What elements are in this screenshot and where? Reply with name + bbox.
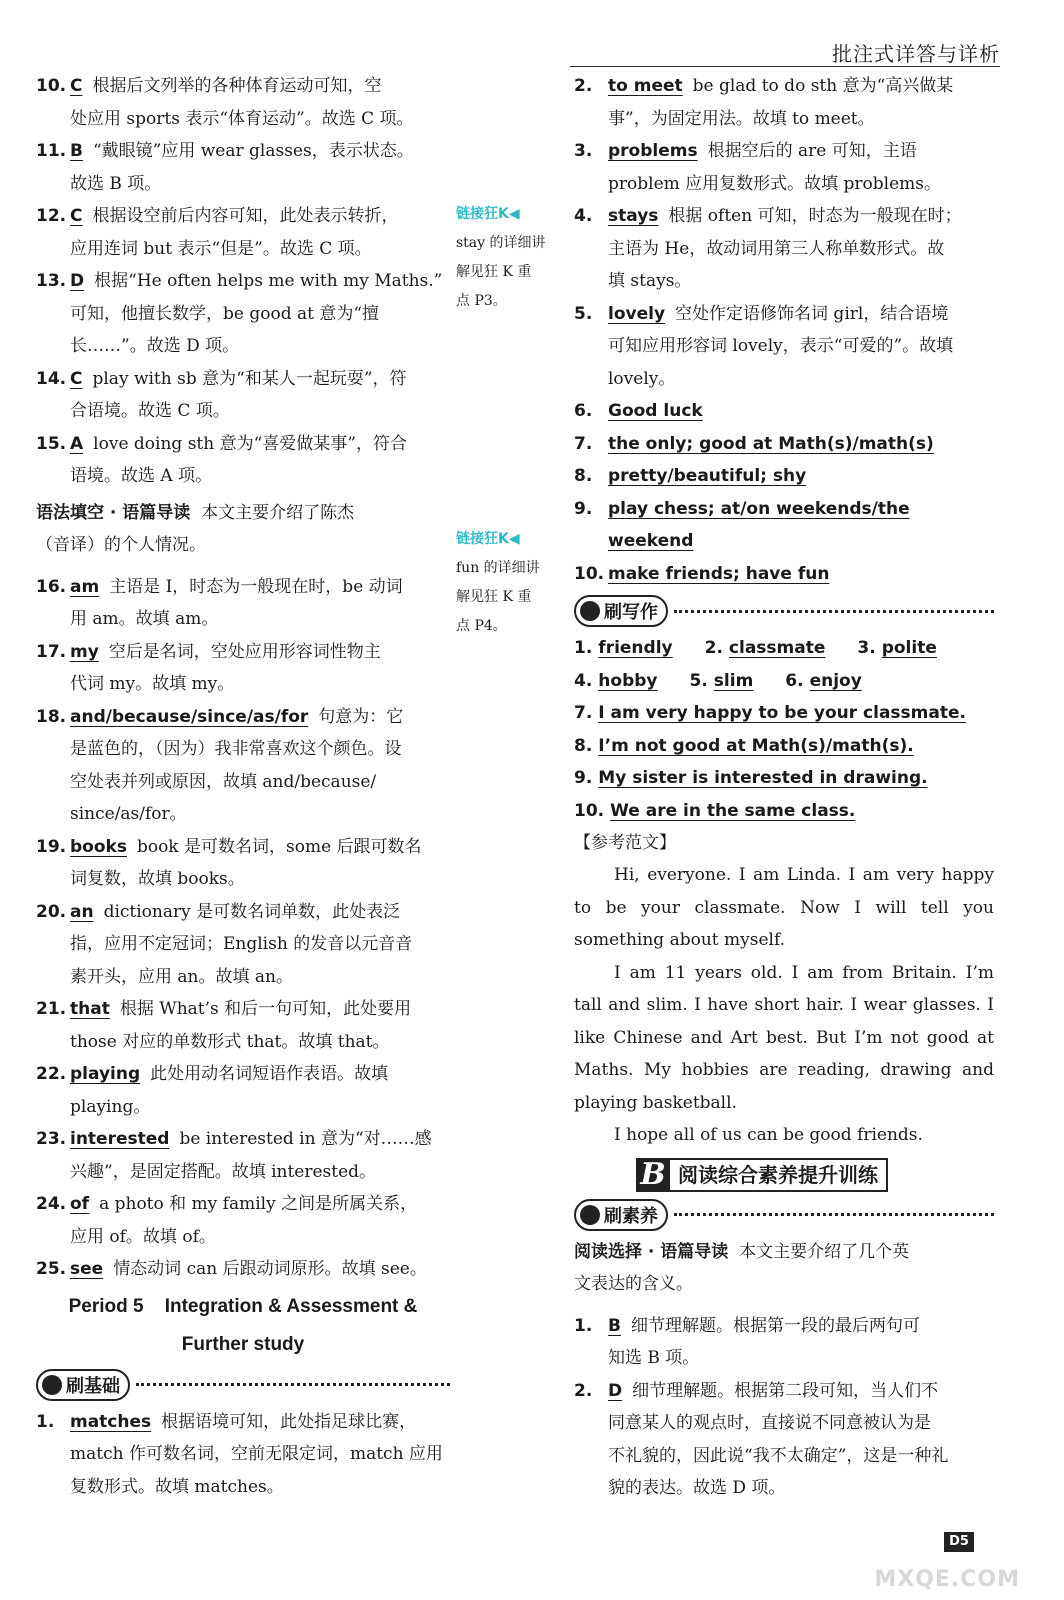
answer-number: 10. bbox=[36, 76, 67, 96]
explanation-line: 句意为：它 bbox=[318, 706, 404, 727]
side-note-line: stay 的详细讲 bbox=[456, 235, 546, 251]
explanation-line: 空后是名词，空处应用形容词性物主 bbox=[108, 641, 381, 662]
answer-key: C bbox=[70, 368, 83, 389]
link-label[interactable]: 链接狂K◀ bbox=[456, 206, 520, 222]
explanation-line: “戴眼镜”应用 wear glasses，表示状态。 bbox=[92, 141, 414, 161]
watermark: MXQE.COM bbox=[874, 1567, 1020, 1592]
model-essay bbox=[574, 859, 994, 1152]
explanation-line: 细节理解题。根据第二段可知，当人们不 bbox=[632, 1380, 939, 1401]
explanation-line: 根据语境可知，此处指足球比赛， bbox=[161, 1411, 417, 1432]
answer-item bbox=[36, 428, 450, 493]
answer-number: 4. bbox=[574, 670, 593, 691]
answer-item bbox=[36, 200, 450, 265]
answer-number: 8. bbox=[574, 735, 593, 756]
answer-key: B bbox=[70, 141, 83, 161]
answer-number: 18. bbox=[36, 706, 67, 727]
answer-number: 3. bbox=[574, 141, 593, 161]
explanation-line: 应用连词 but 表示“但是”。故选 C 项。 bbox=[70, 238, 372, 259]
answer-item bbox=[574, 428, 994, 461]
explanation-line: problem 应用复数形式。故填 problems。 bbox=[608, 173, 942, 194]
essay-paragraph: I am 11 years old. I am from Britain. I’m tall and slim. I have short hair. I wear glasses. I like Chinese and Art best. But I’m not good at Maths. My hobbies are reading, drawing and playing basketball. bbox=[574, 962, 994, 1113]
answer-item bbox=[36, 1123, 450, 1188]
model-essay-label: 【参考范文】 bbox=[574, 833, 676, 853]
dotted-divider bbox=[136, 1383, 450, 1386]
answer-item bbox=[36, 831, 450, 896]
grammar-guide-text2: （音译）的个人情况。 bbox=[36, 534, 206, 555]
answer-item bbox=[574, 460, 994, 493]
answer-key: classmate bbox=[728, 638, 826, 658]
answer-number: 15. bbox=[36, 433, 67, 454]
reading-guide-text2: 文表达的含义。 bbox=[574, 1273, 693, 1294]
answer-number: 2. bbox=[574, 76, 593, 96]
section-tag-basic bbox=[36, 1368, 450, 1402]
answer-number: 6. bbox=[574, 401, 593, 421]
essay-paragraph: I hope all of us can be good friends. bbox=[614, 1125, 923, 1145]
answer-number: 20. bbox=[36, 901, 67, 922]
answer-number: 24. bbox=[36, 1194, 67, 1214]
answer-item bbox=[574, 558, 994, 591]
answer-number: 25. bbox=[36, 1259, 67, 1279]
answer-item bbox=[574, 1310, 994, 1375]
section-tag-writing bbox=[574, 594, 994, 628]
answer-item bbox=[574, 200, 994, 298]
explanation-line: love doing sth 意为“喜爱做某事”，符合 bbox=[93, 433, 407, 454]
explanation-line: 空处作定语修饰名词 girl，结合语境 bbox=[675, 303, 949, 324]
answer-number: 5. bbox=[574, 303, 593, 324]
answer-number: 14. bbox=[36, 368, 67, 389]
explanation-line: 语境。故选 A 项。 bbox=[70, 466, 213, 486]
dotted-divider bbox=[674, 610, 994, 613]
answer-key: problems bbox=[608, 141, 698, 161]
answer-item bbox=[36, 1188, 450, 1253]
answer-item bbox=[574, 493, 994, 558]
answer-key: to meet bbox=[608, 76, 683, 96]
writing-sentence-answers bbox=[574, 697, 994, 827]
explanation-line: 根据 What’s 和后一句可知，此处要用 bbox=[119, 999, 412, 1019]
page-number: D5 bbox=[944, 1532, 974, 1552]
answer-key: D bbox=[70, 271, 85, 291]
answer-number: 1. bbox=[574, 638, 593, 658]
explanation-line: playing。 bbox=[70, 1096, 151, 1117]
answer-number: 9. bbox=[574, 498, 593, 519]
tag-basic-label: 刷基础 bbox=[66, 1375, 120, 1397]
answer-item bbox=[574, 395, 994, 428]
explanation-line: match 作可数名词，空前无限定词，match 应用 bbox=[70, 1444, 443, 1464]
answer-item bbox=[36, 363, 450, 428]
grammar-guide-text1: 本文主要介绍了陈杰 bbox=[201, 502, 355, 523]
explanation-line: dictionary 是可数名词单数，此处表泛 bbox=[103, 901, 401, 922]
side-note-line: 解见狂 K 重 bbox=[456, 264, 532, 280]
answer-number: 7. bbox=[574, 433, 593, 454]
explanation-line: 是蓝色的，（因为）我非常喜欢这个颜色。设 bbox=[70, 739, 402, 759]
essay-paragraph: Hi, everyone. I am Linda. I am very happy to be your classmate. Now I will tell you something about myself. bbox=[574, 865, 994, 950]
grammar-guide bbox=[36, 497, 450, 561]
explanation-line: 主语是 I，时态为一般现在时，be 动词 bbox=[109, 576, 403, 597]
answer-list-left-b bbox=[36, 571, 450, 1286]
answer-key: matches bbox=[70, 1411, 152, 1432]
answer-key: slim bbox=[713, 670, 754, 691]
banner-title: 阅读综合素养提升训练 bbox=[670, 1158, 888, 1192]
answer-item bbox=[36, 1253, 450, 1286]
answer-key: stays bbox=[608, 206, 659, 226]
answer-key: and/because/since/as/for bbox=[70, 706, 309, 727]
answer-number: 11. bbox=[36, 141, 67, 161]
tag-writing-box bbox=[574, 595, 668, 627]
answer-item bbox=[574, 70, 994, 135]
tag-literacy-label: 刷素养 bbox=[604, 1205, 658, 1227]
tag-writing-label: 刷写作 bbox=[604, 602, 658, 623]
explanation-line: 根据后文列举的各种体育运动可知，空 bbox=[92, 76, 382, 96]
brush-icon bbox=[42, 1375, 62, 1395]
writing-row bbox=[574, 665, 994, 698]
answer-key: B bbox=[608, 1315, 621, 1336]
answer-item bbox=[36, 701, 450, 831]
answer-number: 3. bbox=[857, 638, 876, 658]
answer-number: 2. bbox=[704, 638, 723, 658]
answer-list-left-c bbox=[36, 1406, 450, 1504]
answer-number: 5. bbox=[689, 670, 708, 691]
explanation-line: 填 stays。 bbox=[608, 271, 692, 291]
explanation-line: 素开头，应用 an。故填 an。 bbox=[70, 966, 293, 987]
explanation-line: 不礼貌的，因此说“我不太确定”，这是一种礼 bbox=[608, 1445, 949, 1466]
explanation-line: lovely。 bbox=[608, 368, 676, 389]
explanation-line: 此处用动名词短语作表语。故填 bbox=[150, 1064, 389, 1084]
side-note-stay bbox=[456, 200, 566, 316]
writing-sentence bbox=[574, 762, 994, 795]
answer-item bbox=[36, 265, 450, 363]
answer-item bbox=[36, 636, 450, 701]
answer-number: 10. bbox=[574, 800, 605, 821]
answer-number: 8. bbox=[574, 466, 593, 486]
explanation-line: 事”，为固定用法。故填 to meet。 bbox=[608, 108, 875, 129]
answer-number: 10. bbox=[574, 563, 605, 584]
brush-icon bbox=[580, 601, 600, 621]
side-note-line: fun 的详细讲 bbox=[456, 560, 540, 576]
answer-number: 1. bbox=[36, 1411, 55, 1432]
answer-item bbox=[574, 1375, 994, 1505]
answer-number: 12. bbox=[36, 206, 67, 226]
banner-letter: B bbox=[636, 1158, 670, 1192]
answer-key: my bbox=[70, 641, 99, 662]
explanation-line: 根据空后的 are 可知，主语 bbox=[707, 141, 917, 161]
answer-key: am bbox=[70, 576, 100, 597]
answer-key: enjoy bbox=[809, 670, 862, 691]
answer-key: friendly bbox=[598, 638, 673, 658]
explanation-line: 词复数，故填 books。 bbox=[70, 869, 245, 889]
explanation-line: 根据“He often helps me with my Maths.” bbox=[94, 271, 443, 291]
explanation-line: 用 am。故填 am。 bbox=[70, 609, 219, 629]
explanation-line: 故选 B 项。 bbox=[70, 173, 162, 194]
period-heading-line2: Further study bbox=[181, 1333, 305, 1355]
brush-icon bbox=[580, 1205, 600, 1225]
answer-item bbox=[36, 1058, 450, 1123]
answer-key: D bbox=[608, 1380, 623, 1401]
explanation-line: 兴趣”，是固定搭配。故填 interested。 bbox=[70, 1161, 377, 1182]
answer-number: 7. bbox=[574, 703, 593, 723]
explanation-line: 合语境。故选 C 项。 bbox=[70, 401, 230, 421]
answer-list-right-a bbox=[574, 70, 994, 590]
answer-number: 1. bbox=[574, 1315, 593, 1336]
answer-key: lovely bbox=[608, 303, 666, 324]
answer-number: 13. bbox=[36, 271, 67, 291]
left-column bbox=[36, 70, 450, 1503]
answer-number: 17. bbox=[36, 641, 67, 662]
explanation-line: 细节理解题。根据第一段的最后两句可 bbox=[630, 1315, 920, 1336]
answer-item bbox=[36, 1406, 450, 1504]
explanation-line: 复数形式。故填 matches。 bbox=[70, 1476, 284, 1497]
side-note-line: 点 P3。 bbox=[456, 293, 507, 309]
tag-basic-box bbox=[36, 1369, 130, 1401]
answer-key: an bbox=[70, 901, 94, 922]
explanation-line: be glad to do sth 意为“高兴做某 bbox=[692, 76, 954, 96]
explanation-line: play with sb 意为“和某人一起玩耍”，符 bbox=[92, 368, 407, 389]
section-tag-literacy bbox=[574, 1198, 994, 1232]
answer-key: of bbox=[70, 1194, 90, 1214]
explanation-line: 同意某人的观点时，直接说不同意被认为是 bbox=[608, 1413, 931, 1433]
answer-key: Good luck bbox=[608, 401, 703, 421]
answer-key: play chess; at/on weekends/the weekend bbox=[608, 498, 910, 551]
explanation-line: 处应用 sports 表示“体育运动”。故选 C 项。 bbox=[70, 108, 414, 129]
side-notes-column bbox=[456, 200, 566, 641]
answer-number: 21. bbox=[36, 999, 67, 1019]
answer-number: 9. bbox=[574, 768, 593, 788]
explanation-line: 指，应用不定冠词；English 的发音以元音音 bbox=[70, 934, 413, 954]
reading-guide bbox=[574, 1236, 994, 1300]
grammar-guide-label: 语法填空 · 语篇导读 bbox=[36, 502, 191, 523]
answer-key: the only; good at Math(s)/math(s) bbox=[608, 433, 934, 454]
explanation-line: those 对应的单数形式 that。故填 that。 bbox=[70, 1031, 390, 1052]
answer-key: see bbox=[70, 1259, 104, 1279]
writing-sentence bbox=[574, 795, 994, 828]
answer-item bbox=[36, 993, 450, 1058]
answer-item bbox=[574, 135, 994, 200]
answer-key: interested bbox=[70, 1129, 170, 1149]
side-note-fun bbox=[456, 525, 566, 641]
dotted-divider bbox=[674, 1213, 994, 1216]
answer-list-right-b bbox=[574, 1310, 994, 1505]
section-banner bbox=[636, 1158, 994, 1192]
explanation-line: be interested in 意为“对……感 bbox=[179, 1129, 432, 1149]
answer-number: 2. bbox=[574, 1380, 593, 1401]
explanation-line: 知选 B 项。 bbox=[608, 1348, 700, 1368]
answer-item bbox=[574, 298, 994, 396]
answer-key: My sister is interested in drawing. bbox=[598, 768, 928, 788]
answer-key: books bbox=[70, 836, 127, 857]
answer-key: that bbox=[70, 999, 110, 1019]
explanation-line: 可知应用形容词 lovely，表示“可爱的”。故填 bbox=[608, 336, 954, 356]
answer-key: C bbox=[70, 76, 83, 96]
explanation-line: 根据设空前后内容可知，此处表示转折， bbox=[92, 206, 399, 226]
answer-key: C bbox=[70, 206, 83, 226]
explanation-line: 貌的表达。故选 D 项。 bbox=[608, 1478, 786, 1498]
header-rule bbox=[570, 66, 1000, 67]
period-heading bbox=[36, 1288, 450, 1364]
explanation-line: 代词 my。故填 my。 bbox=[70, 674, 235, 694]
answer-key: I am very happy to be your classmate. bbox=[598, 703, 966, 723]
explanation-line: book 是可数名词，some 后跟可数名 bbox=[136, 836, 422, 857]
side-note-line: 解见狂 K 重 bbox=[456, 589, 532, 605]
answer-key: polite bbox=[881, 638, 937, 658]
page-header-title: 批注式详答与详析 bbox=[832, 42, 1000, 66]
answer-key: make friends; have fun bbox=[608, 563, 830, 584]
writing-sentence bbox=[574, 730, 994, 763]
reading-guide-text1: 本文主要介绍了几个英 bbox=[739, 1241, 910, 1262]
explanation-line: since/as/for。 bbox=[70, 804, 187, 824]
explanation-line: 应用 of。故填 of。 bbox=[70, 1226, 216, 1247]
explanation-line: 根据 often 可知，时态为一般现在时； bbox=[668, 206, 962, 226]
answer-key: We are in the same class. bbox=[610, 800, 856, 821]
explanation-line: 可知，他擅长数学，be good at 意为“擅 bbox=[70, 303, 380, 324]
answer-list-left-a bbox=[36, 70, 450, 493]
writing-word-answers bbox=[574, 632, 994, 697]
link-label[interactable]: 链接狂K◀ bbox=[456, 531, 520, 547]
answer-number: 23. bbox=[36, 1129, 67, 1149]
answer-item bbox=[36, 135, 450, 200]
right-column bbox=[574, 70, 994, 1505]
answer-key: hobby bbox=[598, 670, 658, 691]
period-heading-line1: Period 5 Integration & Assessment & bbox=[68, 1295, 418, 1317]
reading-guide-label: 阅读选择 · 语篇导读 bbox=[574, 1241, 729, 1262]
explanation-line: 空处表并列或原因，故填 and/because/ bbox=[70, 771, 377, 792]
writing-row bbox=[574, 632, 994, 665]
answer-number: 19. bbox=[36, 836, 67, 857]
answer-number: 16. bbox=[36, 576, 67, 597]
answer-number: 6. bbox=[785, 670, 804, 691]
answer-item bbox=[36, 70, 450, 135]
explanation-line: 长……”。故选 D 项。 bbox=[70, 336, 240, 356]
answer-key: pretty/beautiful; shy bbox=[608, 466, 807, 486]
answer-number: 4. bbox=[574, 206, 593, 226]
answer-item bbox=[36, 571, 450, 636]
answer-number: 22. bbox=[36, 1064, 67, 1084]
writing-sentence bbox=[574, 697, 994, 730]
tag-literacy-box bbox=[574, 1199, 668, 1231]
side-note-line: 点 P4。 bbox=[456, 618, 507, 634]
answer-item bbox=[36, 896, 450, 994]
answer-key: playing bbox=[70, 1064, 141, 1084]
answer-key: I’m not good at Math(s)/math(s). bbox=[598, 735, 914, 756]
explanation-line: 主语为 He，故动词用第三人称单数形式。故 bbox=[608, 238, 945, 259]
explanation-line: 情态动词 can 后跟动词原形。故填 see。 bbox=[113, 1259, 427, 1279]
explanation-line: a photo 和 my family 之间是所属关系， bbox=[99, 1194, 418, 1214]
answer-key: A bbox=[70, 433, 84, 454]
